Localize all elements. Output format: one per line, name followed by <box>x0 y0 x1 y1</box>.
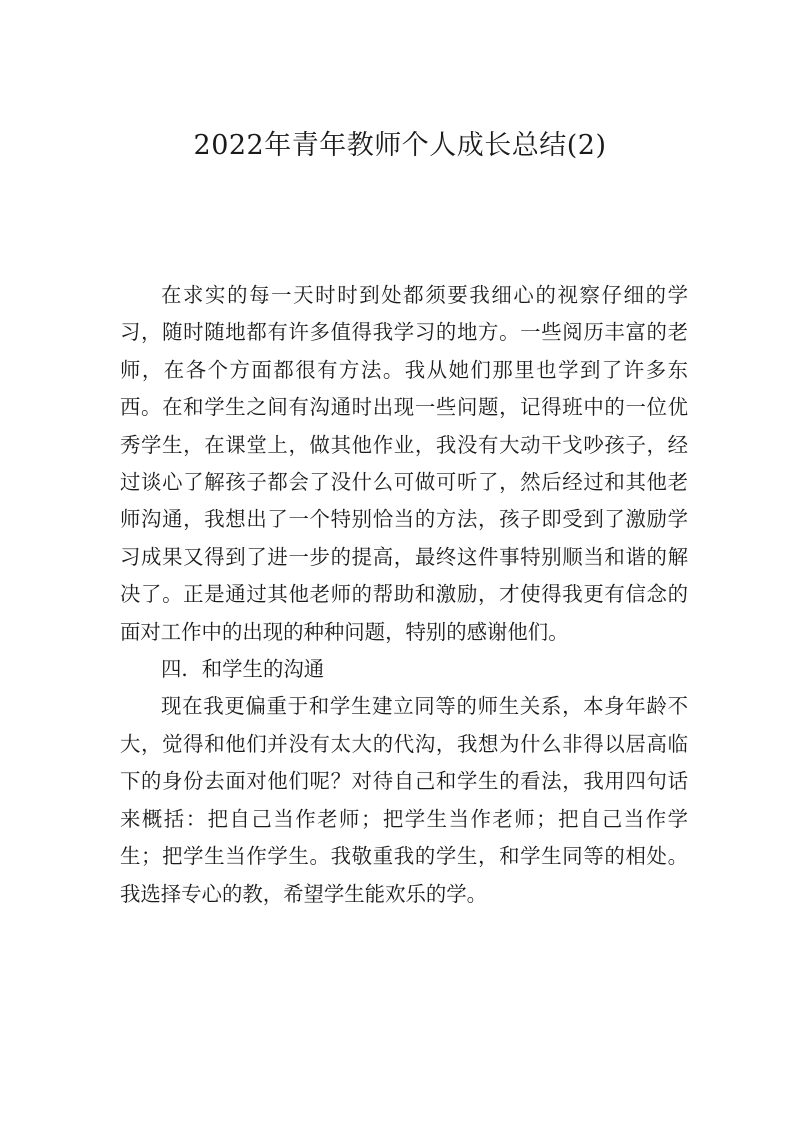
body-paragraph: 现在我更偏重于和学生建立同等的师生关系，本身年龄不大，觉得和他们并没有太大的代沟，我想为什么非得以居高临下的身份去面对他们呢？对待自己和学生的看法，我用四句话来概括：把自己当作老师；把学生当作老师；把自己当作学生；把学生当作学生。我敬重我的学生，和学生同等的相处。我选择专心的教，希望学生能欢乐的学。 <box>120 694 688 906</box>
document-body <box>120 277 688 913</box>
section-heading: 四．和学生的沟通 <box>161 657 325 682</box>
document-title: 2022年青年教师个人成长总结(2) <box>193 130 607 161</box>
body-paragraph: 在求实的每一天时时到处都须要我细心的视察仔细的学习，随时随地都有许多值得我学习的地方。一些阅历丰富的老师，在各个方面都很有方法。我从她们那里也学到了许多东西。在和学生之间有沟通时出现一些问题，记得班中的一位优秀学生，在课堂上，做其他作业，我没有大动干戈吵孩子，经过谈心了解孩子都会了没什么可做可听了，然后经过和其他老师沟通，我想出了一个特别恰当的方法，孩子即受到了激励学习成果又得到了进一步的提高，最终这件事特别顺当和谐的解决了。正是通过其他老师的帮助和激励，才使得我更有信念的面对工作中的出现的种种问题，特别的感谢他们。 <box>120 283 688 644</box>
